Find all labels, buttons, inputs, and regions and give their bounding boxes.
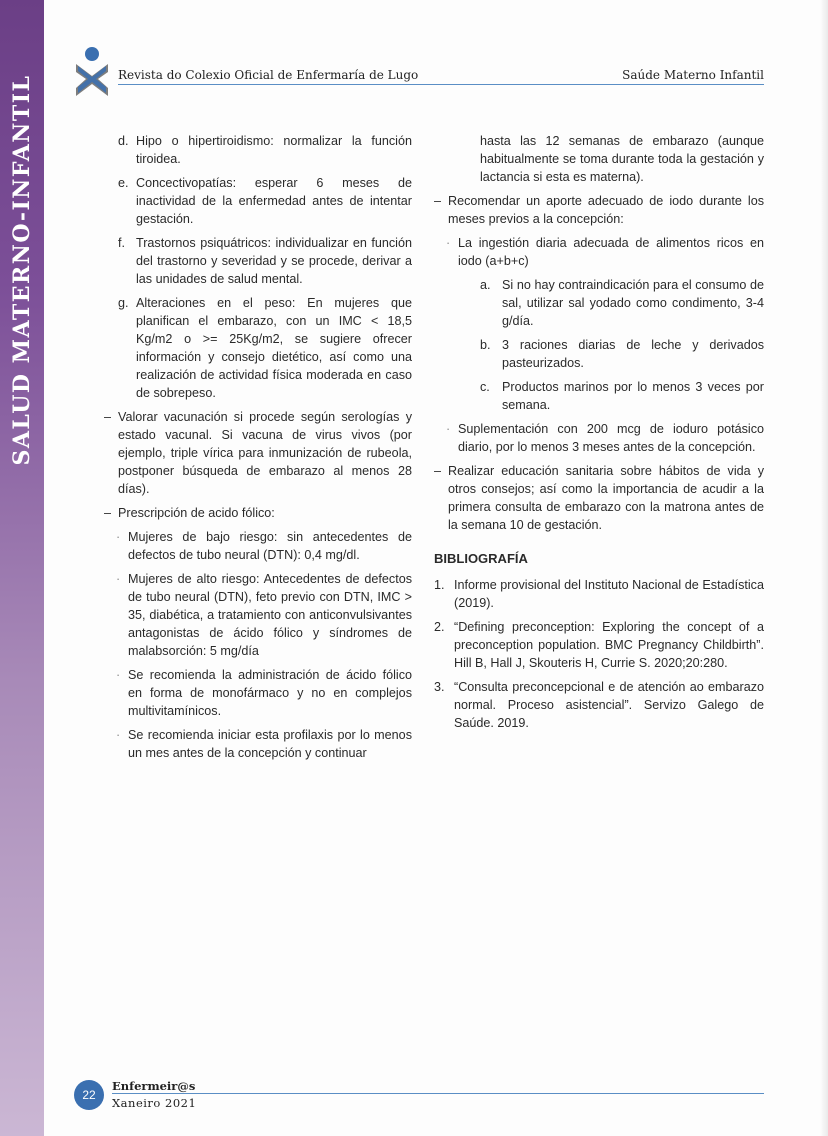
left-column [104,132,412,768]
person-cross-logo-icon [72,46,112,98]
side-band [0,0,44,1136]
page-number-badge: 22 [74,1080,104,1110]
list-item [434,336,764,372]
list-marker: g. [118,296,129,310]
list-item [104,132,412,168]
reference-text: “Consulta preconcepcional e de atención ao embarazo normal. Proceso asistencial”. Servizo Galego de Saúde. 2019. [454,680,764,730]
list-marker: · [116,668,121,682]
list-item-text: Suplementación con 200 mcg de ioduro potásico diario, por lo menos 3 meses antes de la concepción. [458,422,764,454]
reference-text: Informe provisional del Instituto Nacional de Estadística (2019). [454,578,764,610]
list-marker: e. [118,176,129,190]
list-item-text: Mujeres de alto riesgo: Antecedentes de defectos de tubo neural (DTN), feto previo con DTN, IMC > 35, diabética, a tratamiento con anticonvulsivantes antagonistas de ácido fólico y síndromes de malabsorción: 5 mg/día [128,572,412,658]
list-item-text: Mujeres de bajo riesgo: sin antecedentes de defectos de tubo neural (DTN): 0,4 mg/dl. [128,530,412,562]
footer-divider [112,1093,764,1094]
list-item-text: Alteraciones en el peso: En mujeres que planifican el embarazo, con un IMC < 18,5 Kg/m2 o >= 25Kg/m2, se sugiere ofrecer información y consejo dietético, así como una realización de actividad física moderada en caso de sobrepeso. [136,296,412,400]
section-vertical-title: SALUD MATERNO-INFANTIL [9,74,35,466]
list-item [104,294,412,402]
list-item-text: Prescripción de acido fólico: [118,506,275,520]
list-item [434,276,764,330]
list-item [434,420,764,456]
list-item [434,234,764,270]
reference-item [434,678,764,732]
right-list [434,192,764,534]
list-marker: – [104,410,112,424]
reference-number: 2. [434,620,445,634]
list-item [104,528,412,564]
list-marker: d. [118,134,129,148]
list-item [434,192,764,228]
list-marker: – [104,506,112,520]
list-item-text: Valorar vacunación si procede según serologías y estado vacunal. Si vacuna de virus vivos (por ejemplo, triple vírica para inmunización de rubeola, postponer búsqueda de embarazo al menos 28 días). [118,410,412,496]
list-item-text: Si no hay contraindicación para el consumo de sal, utilizar sal yodado como condimento, 3-4 g/día. [502,278,764,328]
list-item [104,726,412,762]
list-marker: · [446,236,451,250]
reference-text: “Defining preconception: Exploring the concept of a preconception population. BMC Pregnancy Childbirth”. Hill B, Hall J, Skouteris H, Currie S. 2020;20:280. [454,620,764,670]
list-marker: · [116,572,121,586]
reference-item [434,618,764,672]
reference-list [434,576,764,732]
list-item [104,504,412,522]
list-item [104,408,412,498]
footer-brand: Enfermeir@s [112,1079,196,1093]
list-marker: · [446,422,451,436]
list-item [104,570,412,660]
page-edge-shadow [820,0,828,1136]
list-item-text: Realizar educación sanitaria sobre hábitos de vida y otros consejos; así como la importancia de acudir a la primera consulta de embarazo con la matrona antes de la semana 10 de gestación. [448,464,764,532]
list-item-text: Recomendar un aporte adecuado de iodo durante los meses previos a la concepción: [448,194,764,226]
list-item [104,666,412,720]
list-item [104,174,412,228]
list-item-text: Se recomienda la administración de ácido fólico en forma de monofármaco y no en complejos multivitamínicos. [128,668,412,718]
section-title: Saúde Materno Infantil [622,68,764,82]
header-divider [118,84,764,85]
list-item-text: Se recomienda iniciar esta profilaxis por lo menos un mes antes de la concepción y continuar [128,728,412,760]
list-marker: · [116,728,121,742]
reference-number: 3. [434,680,445,694]
list-item [104,234,412,288]
list-item [434,378,764,414]
right-column [434,132,764,738]
list-item-text: Hipo o hipertiroidismo: normalizar la función tiroidea. [136,134,412,166]
footer-date: Xaneiro 2021 [112,1096,197,1110]
list-marker: c. [480,380,490,394]
list-item-text: Trastornos psiquátricos: individualizar en función del trastorno y severidad y se procede, derivar a las unidades de salud mental. [136,236,412,286]
list-marker: b. [480,338,491,352]
bibliography-heading: BIBLIOGRAFÍA [434,551,528,566]
list-item-text: Productos marinos por lo menos 3 veces por semana. [502,380,764,412]
list-item-text: Concectivopatías: esperar 6 meses de inactividad de la enfermedad antes de intentar gestación. [136,176,412,226]
list-item-text: 3 raciones diarias de leche y derivados pasteurizados. [502,338,764,370]
list-item-text: La ingestión diaria adecuada de alimentos ricos en iodo (a+b+c) [458,236,764,268]
reference-number: 1. [434,578,445,592]
list-marker: a. [480,278,491,292]
list-marker: f. [118,236,125,250]
journal-title: Revista do Colexio Oficial de Enfermaría de Lugo [118,68,419,82]
list-marker: · [116,530,121,544]
reference-item [434,576,764,612]
list-marker: – [434,464,442,478]
continued-paragraph: hasta las 12 semanas de embarazo (aunque habitualmente se toma durante toda la gestación y lactancia si esta es materna). [480,134,764,184]
list-marker: – [434,194,442,208]
list-item [434,462,764,534]
